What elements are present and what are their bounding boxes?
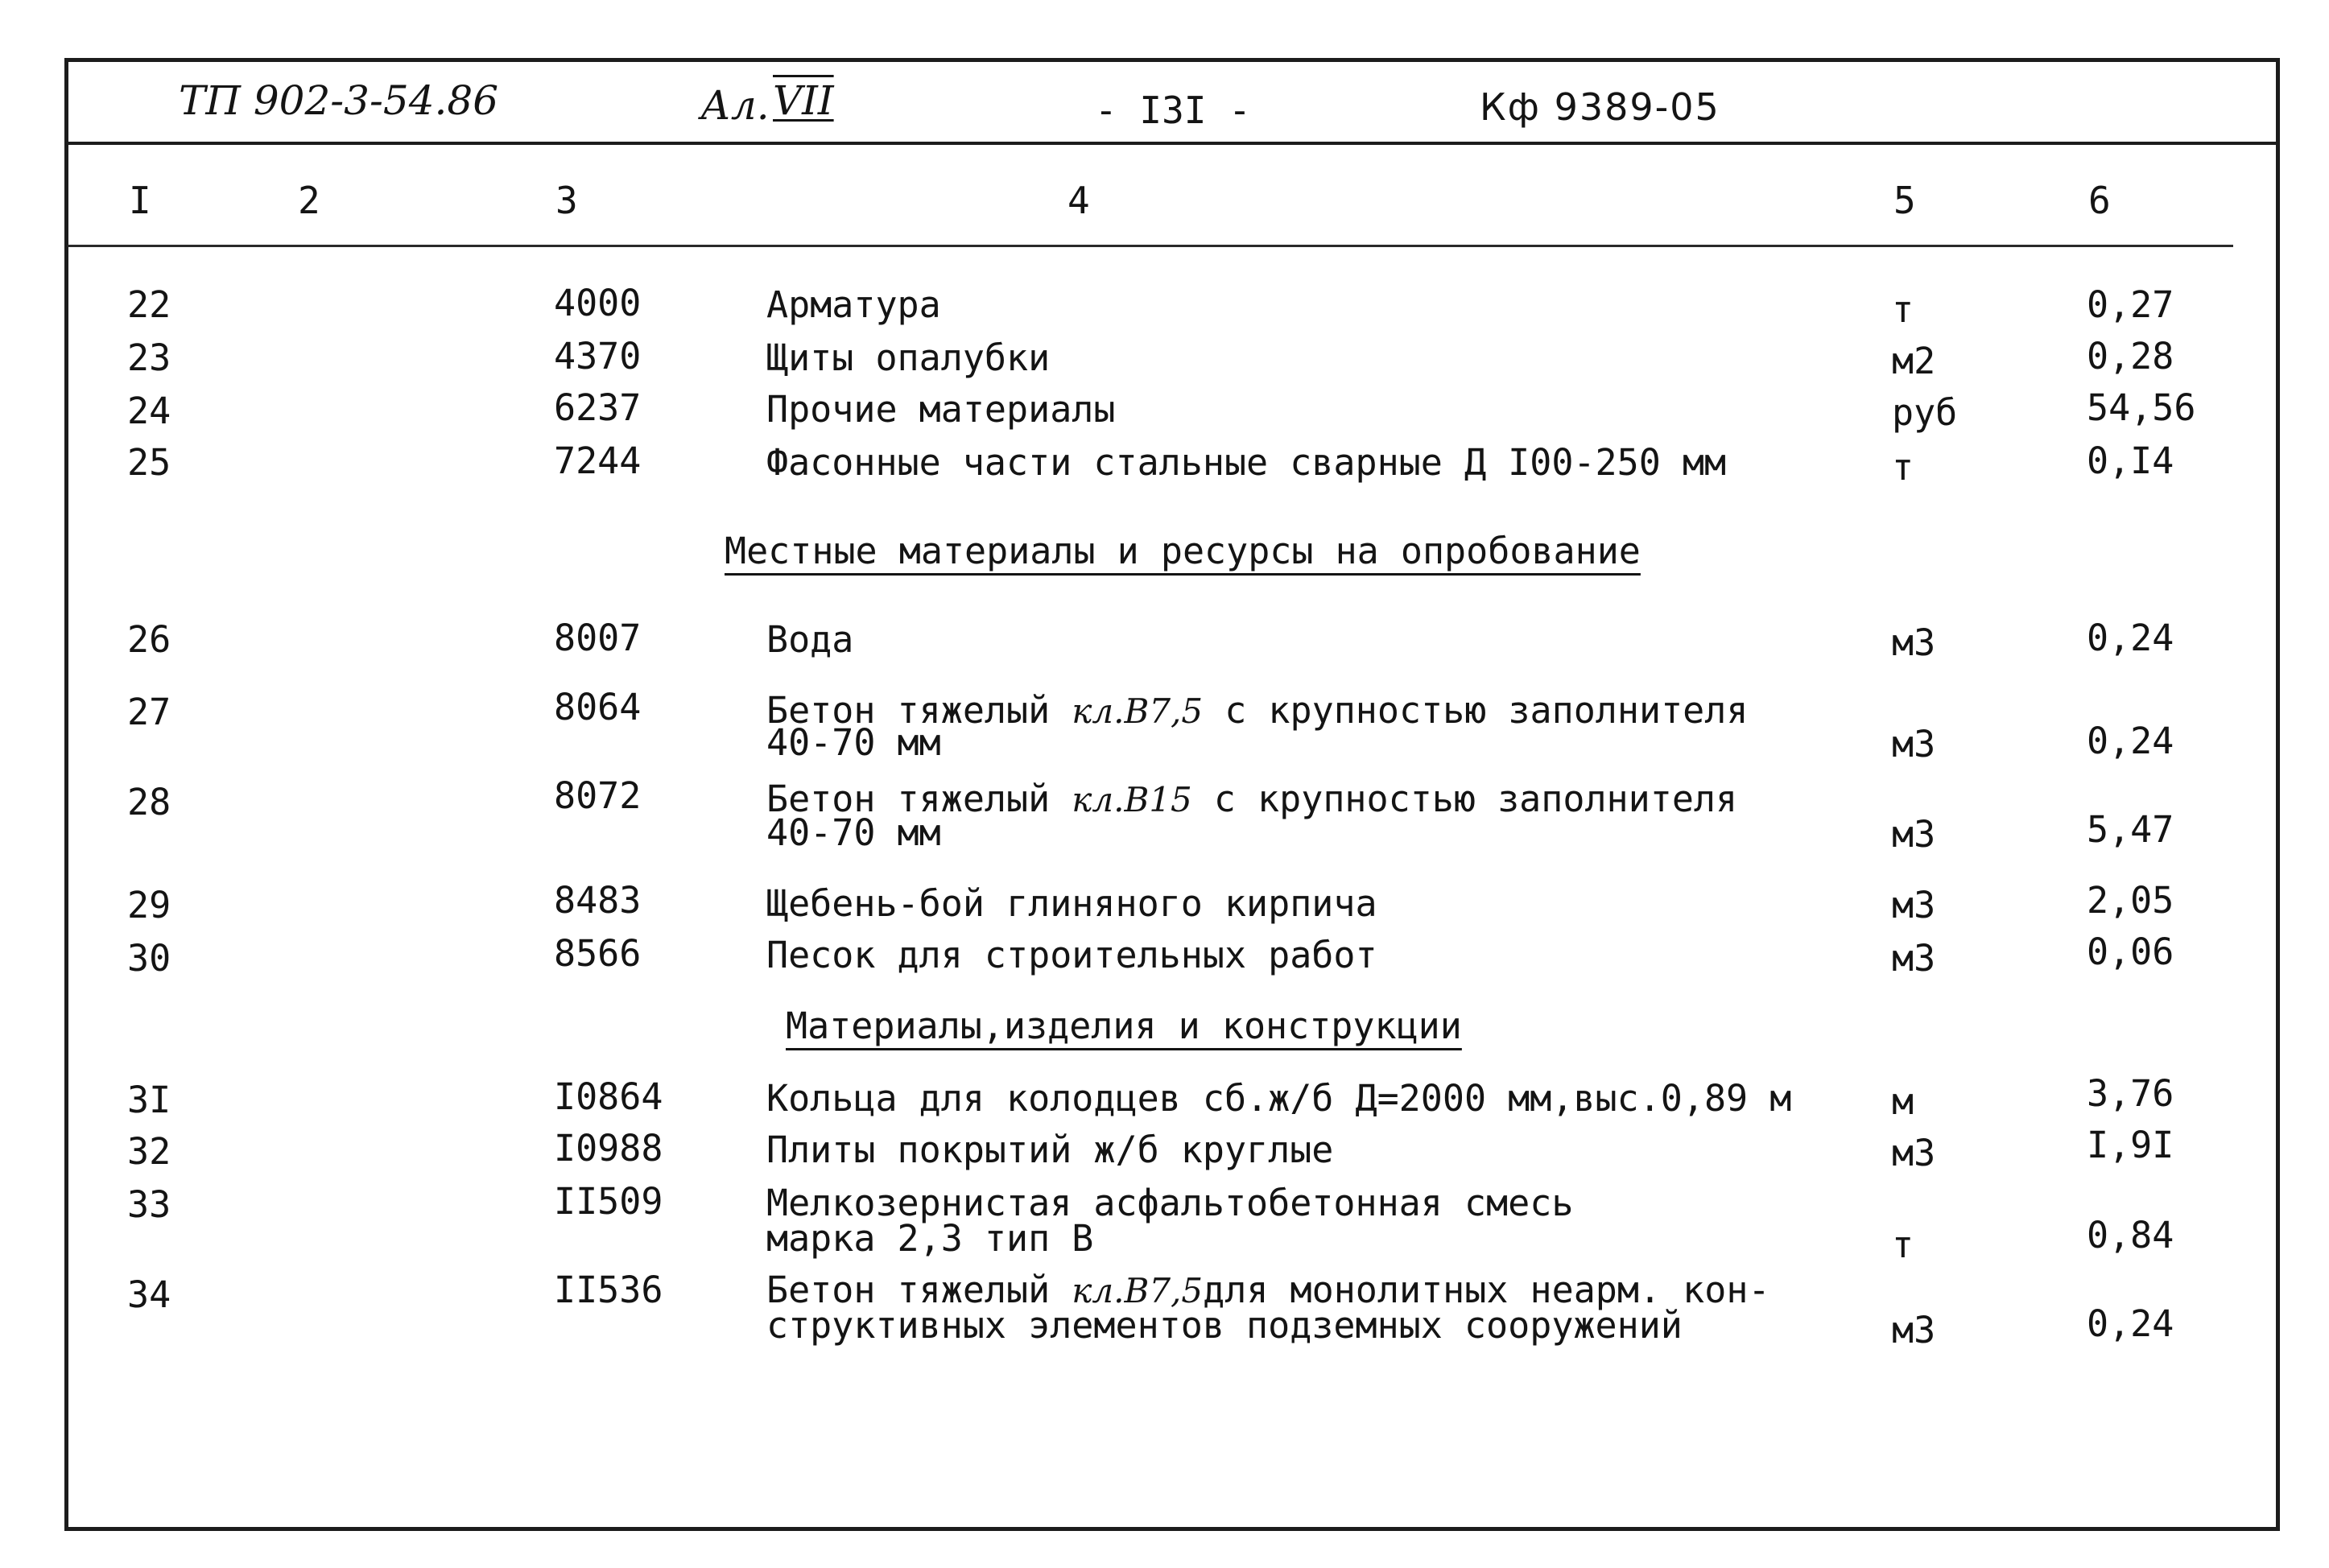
row-name: Арматура [766,283,941,326]
row-code: I0864 [554,1075,663,1118]
section-title-materials: Материалы,изделия и конструкции [786,1005,1462,1047]
row-number: 26 [127,618,171,661]
row-name-part: Бетон тяжелый [766,689,1051,732]
row-name [766,1269,1770,1311]
row-name: Песок для строительных работ [766,934,1377,976]
column-header-divider [68,245,2233,247]
row-code: 8007 [554,617,642,659]
row-number: 33 [127,1183,171,1226]
album-number: VII [773,77,834,124]
column-header-4: 4 [1067,179,1090,222]
page-number: - I3I - [1095,89,1251,132]
column-header-3: 3 [555,179,578,222]
row-quantity: 0,06 [2087,930,2174,973]
row-name-part: для монолитных неарм. кон- [1203,1269,1770,1311]
row-number: 22 [127,283,171,326]
row-quantity: 0,84 [2087,1214,2174,1256]
row-number: 29 [127,884,171,926]
row-name-line2: 40-70 мм [766,721,941,764]
row-name: Кольца для колодцев сб.ж/б Д=2000 мм,выс.0,89 м [766,1077,1792,1120]
row-quantity: 54,56 [2087,386,2196,429]
row-code: 4000 [554,282,642,324]
row-code: 8072 [554,774,642,817]
section-title-local-materials: Местные материалы и ресурсы на опробование [725,530,1641,572]
row-quantity: 0,I4 [2087,439,2174,482]
row-name-part: с крупностью заполнителя [1224,689,1749,732]
row-number: 32 [127,1130,171,1173]
row-number: 28 [127,781,171,823]
row-code: 8566 [554,932,642,975]
row-name-part: с крупностью заполнителя [1213,778,1738,820]
row-quantity: 0,24 [2087,1302,2174,1345]
row-unit: т [1892,446,1914,489]
concrete-class: кл.В7,5 [1072,691,1204,731]
row-name: Плиты покрытий ж/б круглые [766,1129,1334,1171]
concrete-class: кл.В15 [1072,780,1192,819]
row-number: 23 [127,336,171,379]
row-name-part: Бетон тяжелый [766,1269,1051,1311]
row-number: 24 [127,390,171,432]
row-name: Фасонные части стальные сварные Д I00-250 мм [766,441,1727,484]
row-code: II509 [554,1180,663,1223]
row-number: 3I [127,1079,171,1121]
row-name-line2: 40-70 мм [766,811,941,854]
row-unit: м3 [1892,884,1936,926]
header-divider [64,142,2278,145]
row-unit: м3 [1892,723,1936,765]
row-name: Мелкозернистая асфальтобетонная смесь [766,1182,1574,1224]
column-header-1: I [129,179,151,222]
column-header-5: 5 [1893,179,1916,222]
row-unit: т [1892,288,1914,331]
row-unit: м2 [1892,340,1936,382]
row-number: 25 [127,441,171,484]
project-code: ТП 902-3-54.86 [179,77,499,124]
row-number: 34 [127,1273,171,1316]
row-unit: м3 [1892,1309,1936,1351]
row-code: II536 [554,1269,663,1311]
row-quantity: 0,27 [2087,283,2174,326]
concrete-class: кл.В7,5 [1072,1271,1204,1310]
row-unit: м3 [1892,937,1936,980]
album-label: Ал. [700,82,770,129]
row-quantity: 5,47 [2087,808,2174,851]
row-unit: м3 [1892,813,1936,856]
row-name: Щебень-бой глиняного кирпича [766,882,1377,925]
row-name: Вода [766,618,854,661]
row-code: 6237 [554,386,642,429]
stamp-code: Кф 9389-05 [1480,85,1720,129]
row-unit: м [1892,1080,1914,1123]
row-quantity: 0,24 [2087,720,2174,762]
row-code: 8483 [554,879,642,922]
row-quantity: I,9I [2087,1124,2174,1166]
row-name-part: Бетон тяжелый [766,778,1051,820]
row-quantity: 0,28 [2087,335,2174,378]
row-code: 7244 [554,439,642,482]
row-name: Прочие материалы [766,388,1116,431]
row-quantity: 0,24 [2087,617,2174,659]
row-code: 4370 [554,335,642,378]
row-code: I0988 [554,1127,663,1170]
row-quantity: 3,76 [2087,1072,2174,1115]
row-number: 27 [127,691,171,733]
row-name-line2: марка 2,3 тип В [766,1217,1094,1260]
row-name-line2: структивных элементов подземных сооружений [766,1304,1683,1347]
row-unit: руб [1892,391,1958,434]
column-header-2: 2 [298,179,320,222]
row-unit: м3 [1892,621,1936,664]
row-unit: т [1892,1223,1914,1266]
column-header-6: 6 [2088,179,2111,222]
row-code: 8064 [554,686,642,728]
row-name: Щиты опалубки [766,336,1051,379]
row-quantity: 2,05 [2087,879,2174,922]
row-unit: м3 [1892,1132,1936,1174]
row-number: 30 [127,937,171,980]
